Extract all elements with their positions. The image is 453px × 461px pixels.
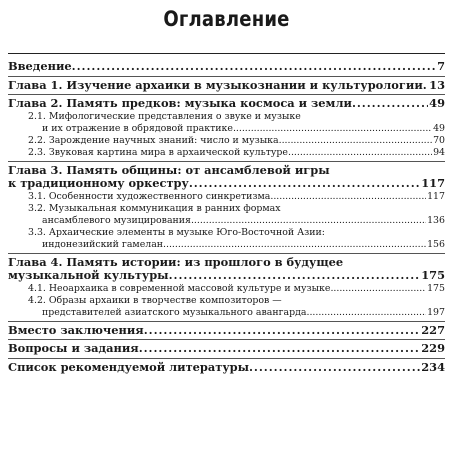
toc-entry-questions[interactable] (8, 342, 445, 356)
section-divider (8, 339, 445, 340)
toc-subentry-3-3[interactable] (8, 227, 445, 251)
toc-page-number: 117 (427, 190, 445, 202)
dot-leader (279, 135, 432, 147)
toc-subentry-number: 3.3. (28, 226, 46, 238)
section-divider (8, 76, 445, 77)
toc-page-number: 13 (429, 77, 445, 92)
toc-subentry-number: 3.2. (28, 202, 46, 214)
dot-leader (288, 147, 432, 159)
toc-subentry-3-2[interactable] (8, 203, 445, 227)
toc-entry-chapter-3[interactable] (8, 164, 445, 191)
section-divider (8, 321, 445, 322)
toc-page-number: 156 (427, 238, 445, 250)
dot-leader (139, 342, 421, 356)
table-of-contents (8, 60, 445, 374)
toc-entry-first-line: Глава 4. Память истории: из прошлого в будущее (8, 254, 344, 269)
section-divider (8, 253, 445, 254)
toc-subentry-4-1[interactable] (8, 283, 445, 295)
dot-leader (169, 269, 421, 283)
toc-subentry-first-line (28, 203, 445, 215)
toc-subentry-title (28, 147, 288, 159)
toc-subentry-title (28, 135, 279, 147)
toc-entry-title: Вместо заключения (8, 322, 144, 337)
toc-subentry-title (28, 283, 330, 295)
toc-page-number: 175 (427, 282, 445, 294)
dot-leader (72, 60, 436, 74)
toc-entry-title: Глава 1. Изучение архаики в музыкознании и культурологии (8, 77, 423, 92)
toc-entry-chapter-1[interactable] (8, 79, 445, 93)
toc-subentry-2-1[interactable] (8, 111, 445, 135)
toc-page-number: 49 (429, 96, 445, 110)
toc-entry-title: Глава 2. Память предков: музыка космоса и земли (8, 96, 352, 110)
toc-subentry-last-line (28, 123, 445, 135)
toc-page-number: 229 (421, 341, 445, 355)
toc-subentry-number: 4.2. (28, 294, 46, 306)
dot-leader (330, 283, 426, 295)
toc-subentry-first-line (28, 111, 445, 123)
toc-page-number: 70 (433, 134, 445, 146)
toc-entry-last-line (8, 177, 445, 191)
toc-subentry-number: 4.1. (28, 282, 46, 294)
toc-page-number: 117 (421, 176, 445, 190)
toc-entry-chapter-2[interactable] (8, 97, 445, 111)
page-title: Оглавление (163, 7, 290, 31)
toc-entry-title: музыкальной культуры (8, 268, 169, 282)
toc-subentry-title: Мифологические представления о звуке и музыке (48, 110, 301, 122)
toc-page-number: 234 (421, 359, 445, 374)
toc-page-number: 94 (433, 146, 445, 158)
toc-subentry-title: Образы архаики в творчестве композиторов — (48, 294, 282, 306)
dot-leader (189, 177, 420, 191)
toc-entry-first-line: Глава 3. Память общины: от ансамблевой игры (8, 162, 330, 177)
section-divider (8, 94, 445, 95)
toc-subentry-2-3[interactable] (8, 147, 445, 159)
dot-leader (270, 191, 426, 203)
dot-leader (233, 123, 432, 135)
toc-subentry-number: 2.2. (28, 134, 46, 146)
dot-leader (307, 307, 427, 319)
dot-leader (191, 215, 426, 227)
toc-entry-introduction[interactable] (8, 60, 445, 74)
toc-subentry-number: 2.3. (28, 146, 46, 158)
toc-subentry-number: 2.1. (28, 110, 46, 122)
toc-subentry-last-line (28, 307, 445, 319)
toc-entry-last-line (8, 269, 445, 283)
section-divider (8, 358, 445, 359)
dot-leader (163, 239, 426, 251)
dot-leader (144, 324, 421, 338)
toc-page-number: 136 (427, 214, 445, 226)
toc-subentry-title: представителей азиатского музыкального авангарда (42, 306, 307, 318)
toc-page-number: 175 (421, 268, 445, 282)
toc-page-number: 7 (437, 59, 445, 73)
section-divider (8, 161, 445, 162)
toc-page-number: 197 (427, 306, 445, 318)
toc-subentry-3-1[interactable] (8, 191, 445, 203)
toc-subentry-text: Особенности художественного синкретизма (48, 190, 271, 202)
toc-subentry-title: Архаические элементы в музыке Юго-Восточной Азии: (48, 226, 325, 238)
toc-subentry-first-line (28, 295, 445, 307)
toc-page-number: 227 (421, 322, 445, 337)
toc-subentry-title: ансамблевого музицирования (42, 214, 191, 226)
toc-entry-bibliography[interactable] (8, 361, 445, 375)
toc-subentry-number: 3.1. (28, 190, 46, 202)
toc-subentry-first-line (28, 227, 445, 239)
toc-subentry-text: Звуковая картина мира в архаической культуре (48, 146, 288, 158)
toc-entry-title: Вопросы и задания (8, 341, 139, 355)
toc-subentry-title: Музыкальная коммуникация в ранних формах (48, 202, 281, 214)
title-divider (8, 53, 445, 54)
toc-subentry-4-2[interactable] (8, 295, 445, 319)
toc-subentry-title: индонезийский гамелан (42, 238, 164, 250)
toc-entry-title: Введение (8, 59, 72, 73)
toc-subentry-last-line (28, 239, 445, 251)
toc-page-number: 49 (433, 122, 445, 134)
toc-subentry-text: Неоархаика в современной массовой культуре и музыке (48, 282, 331, 294)
toc-subentry-2-2[interactable] (8, 135, 445, 147)
toc-subentry-last-line (28, 215, 445, 227)
toc-entry-title: Список рекомендуемой литературы (8, 359, 249, 374)
toc-subentry-title (28, 191, 270, 203)
toc-subentry-title: и их отражение в обрядовой практике (42, 122, 233, 134)
dot-leader (352, 97, 428, 111)
toc-entry-conclusion[interactable] (8, 324, 445, 338)
toc-subentry-text: Зарождение научных знаний: число и музыка (48, 134, 279, 146)
toc-entry-chapter-4[interactable] (8, 256, 445, 283)
dot-leader (249, 361, 420, 375)
toc-entry-title: к традиционному оркестру (8, 176, 189, 190)
